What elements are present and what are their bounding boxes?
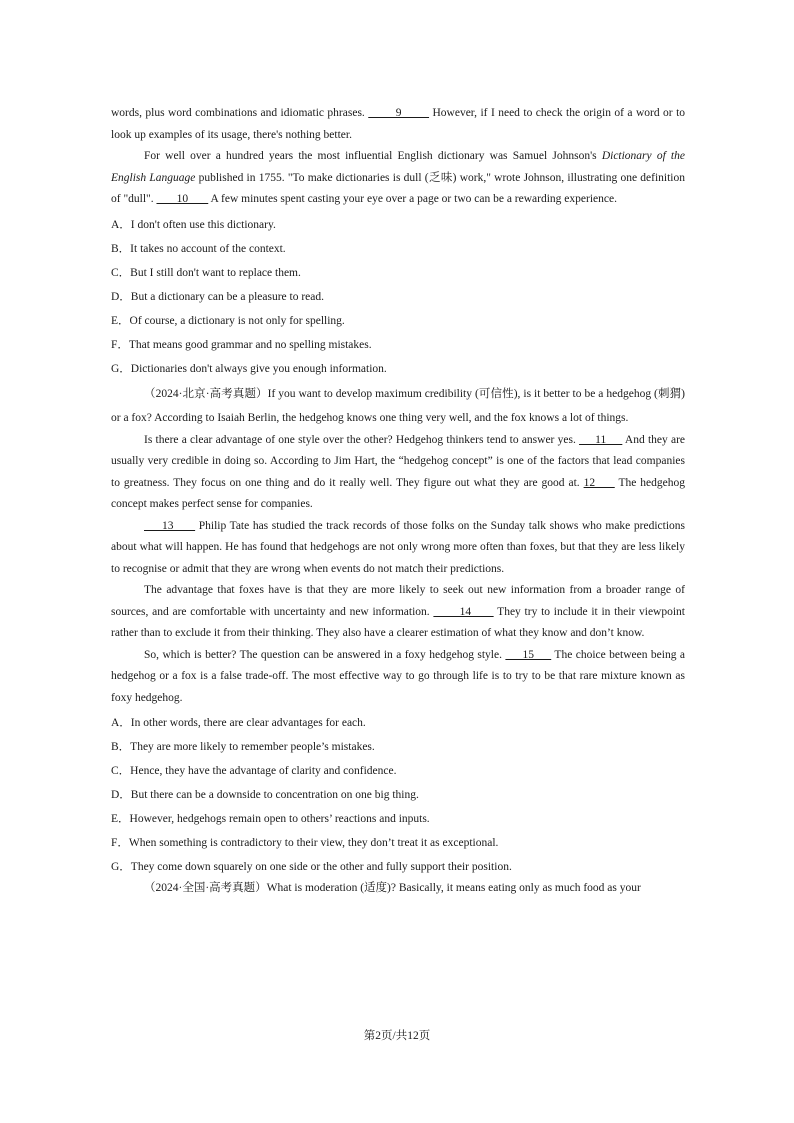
document-body — [111, 103, 685, 900]
paragraph: （2024·北京·高考真题）If you want to develop maximum credibility (可信性), is it better to be a hedgehog (刺猬) or a fox? According to Isaiah Berlin, the hedgehog knows one thing very well, and the fox knows a lot of things. — [111, 387, 685, 424]
option-item: C．But I still don't want to replace them. — [111, 266, 301, 279]
paragraph: （2024·全国·高考真题）What is moderation (适度)? Basically, it means eating only as much food as your — [144, 882, 641, 894]
book-title: Dictionary of the English Language — [111, 150, 685, 184]
answer-blank-10: 10 — [156, 193, 209, 205]
answer-blank-11: 11 — [579, 433, 623, 446]
option-item: F．That means good grammar and no spelling mistakes. — [111, 338, 372, 351]
answer-blank-13: 13 — [144, 519, 196, 532]
paragraph: So, which is better? The question can be answered in a foxy hedgehog style. 15 The choice between being a hedgehog or a fox is a false trade-off. The most effective way to go through life is to try to be that rare mixture known as foxy hedgehog. — [111, 648, 685, 704]
paragraph: For well over a hundred years the most influential English dictionary was Samuel Johnson's Dictionary of the English Language published in 1755. "To make dictionaries is dull (乏味) work," wrote Johnson, illustrating one definition of "dull". 10 A few minutes spent casting your eye over a page or two can be a rewarding experience. — [111, 150, 685, 205]
option-item: A．I don't often use this dictionary. — [111, 218, 276, 231]
page-number: 第2页/共12页 — [363, 1030, 431, 1042]
option-item: B．They are more likely to remember people’s mistakes. — [111, 741, 375, 753]
paragraph: words, plus word combinations and idiomatic phrases. 9 However, if I need to check the origin of a word or to look up examples of its usage, there's nothing better. — [111, 107, 686, 141]
answer-blank-12: 12 — [583, 476, 615, 489]
options-list — [111, 716, 685, 874]
option-item: C．Hence, they have the advantage of clarity and confidence. — [111, 765, 397, 777]
answer-blank-9: 9 — [368, 107, 430, 119]
paragraph: Is there a clear advantage of one style over the other? Hedgehog thinkers tend to answer yes. 11 And they are usually very credible in doing so. According to Jim Hart, the “hedgehog concept” is one of the factors that lead companies to greatness. They focus on one thing and do it really well. They figure out what they are good at. 12 The hedgehog concept makes perfect sense for companies. — [111, 433, 685, 510]
answer-blank-14: 14 — [433, 605, 494, 618]
option-item: B．It takes no account of the context. — [111, 242, 286, 255]
paragraph: 13 Philip Tate has studied the track records of those folks on the Sunday talk shows who make predictions about what will happen. He has found that hedgehogs are not only wrong more often than foxes, but that they are less likely to recognise or admit that they are wrong when events do not match their predictions. — [111, 519, 685, 575]
option-item: A．In other words, there are clear advantages for each. — [111, 717, 366, 729]
option-item: G．They come down squarely on one side or the other and fully support their position. — [111, 861, 512, 873]
paragraph: The advantage that foxes have is that they are more likely to seek out new information from a broader range of sources, and are comfortable with uncertainty and new information. 14 They try to include it in their viewpoint rather than to exclude it from their thinking. They also have a clearer estimation of what they know and don’t know. — [111, 584, 685, 639]
option-item: D．But a dictionary can be a pleasure to read. — [111, 290, 324, 303]
option-item: E．Of course, a dictionary is not only for spelling. — [111, 314, 345, 327]
option-item: F．When something is contradictory to their view, they don’t treat it as exceptional. — [111, 837, 499, 849]
answer-blank-15: 15 — [505, 648, 552, 661]
option-item: E．However, hedgehogs remain open to others’ reactions and inputs. — [111, 813, 430, 825]
option-item: D．But there can be a downside to concentration on one big thing. — [111, 789, 419, 801]
option-item: G．Dictionaries don't always give you enough information. — [111, 362, 387, 375]
options-list — [111, 218, 685, 376]
